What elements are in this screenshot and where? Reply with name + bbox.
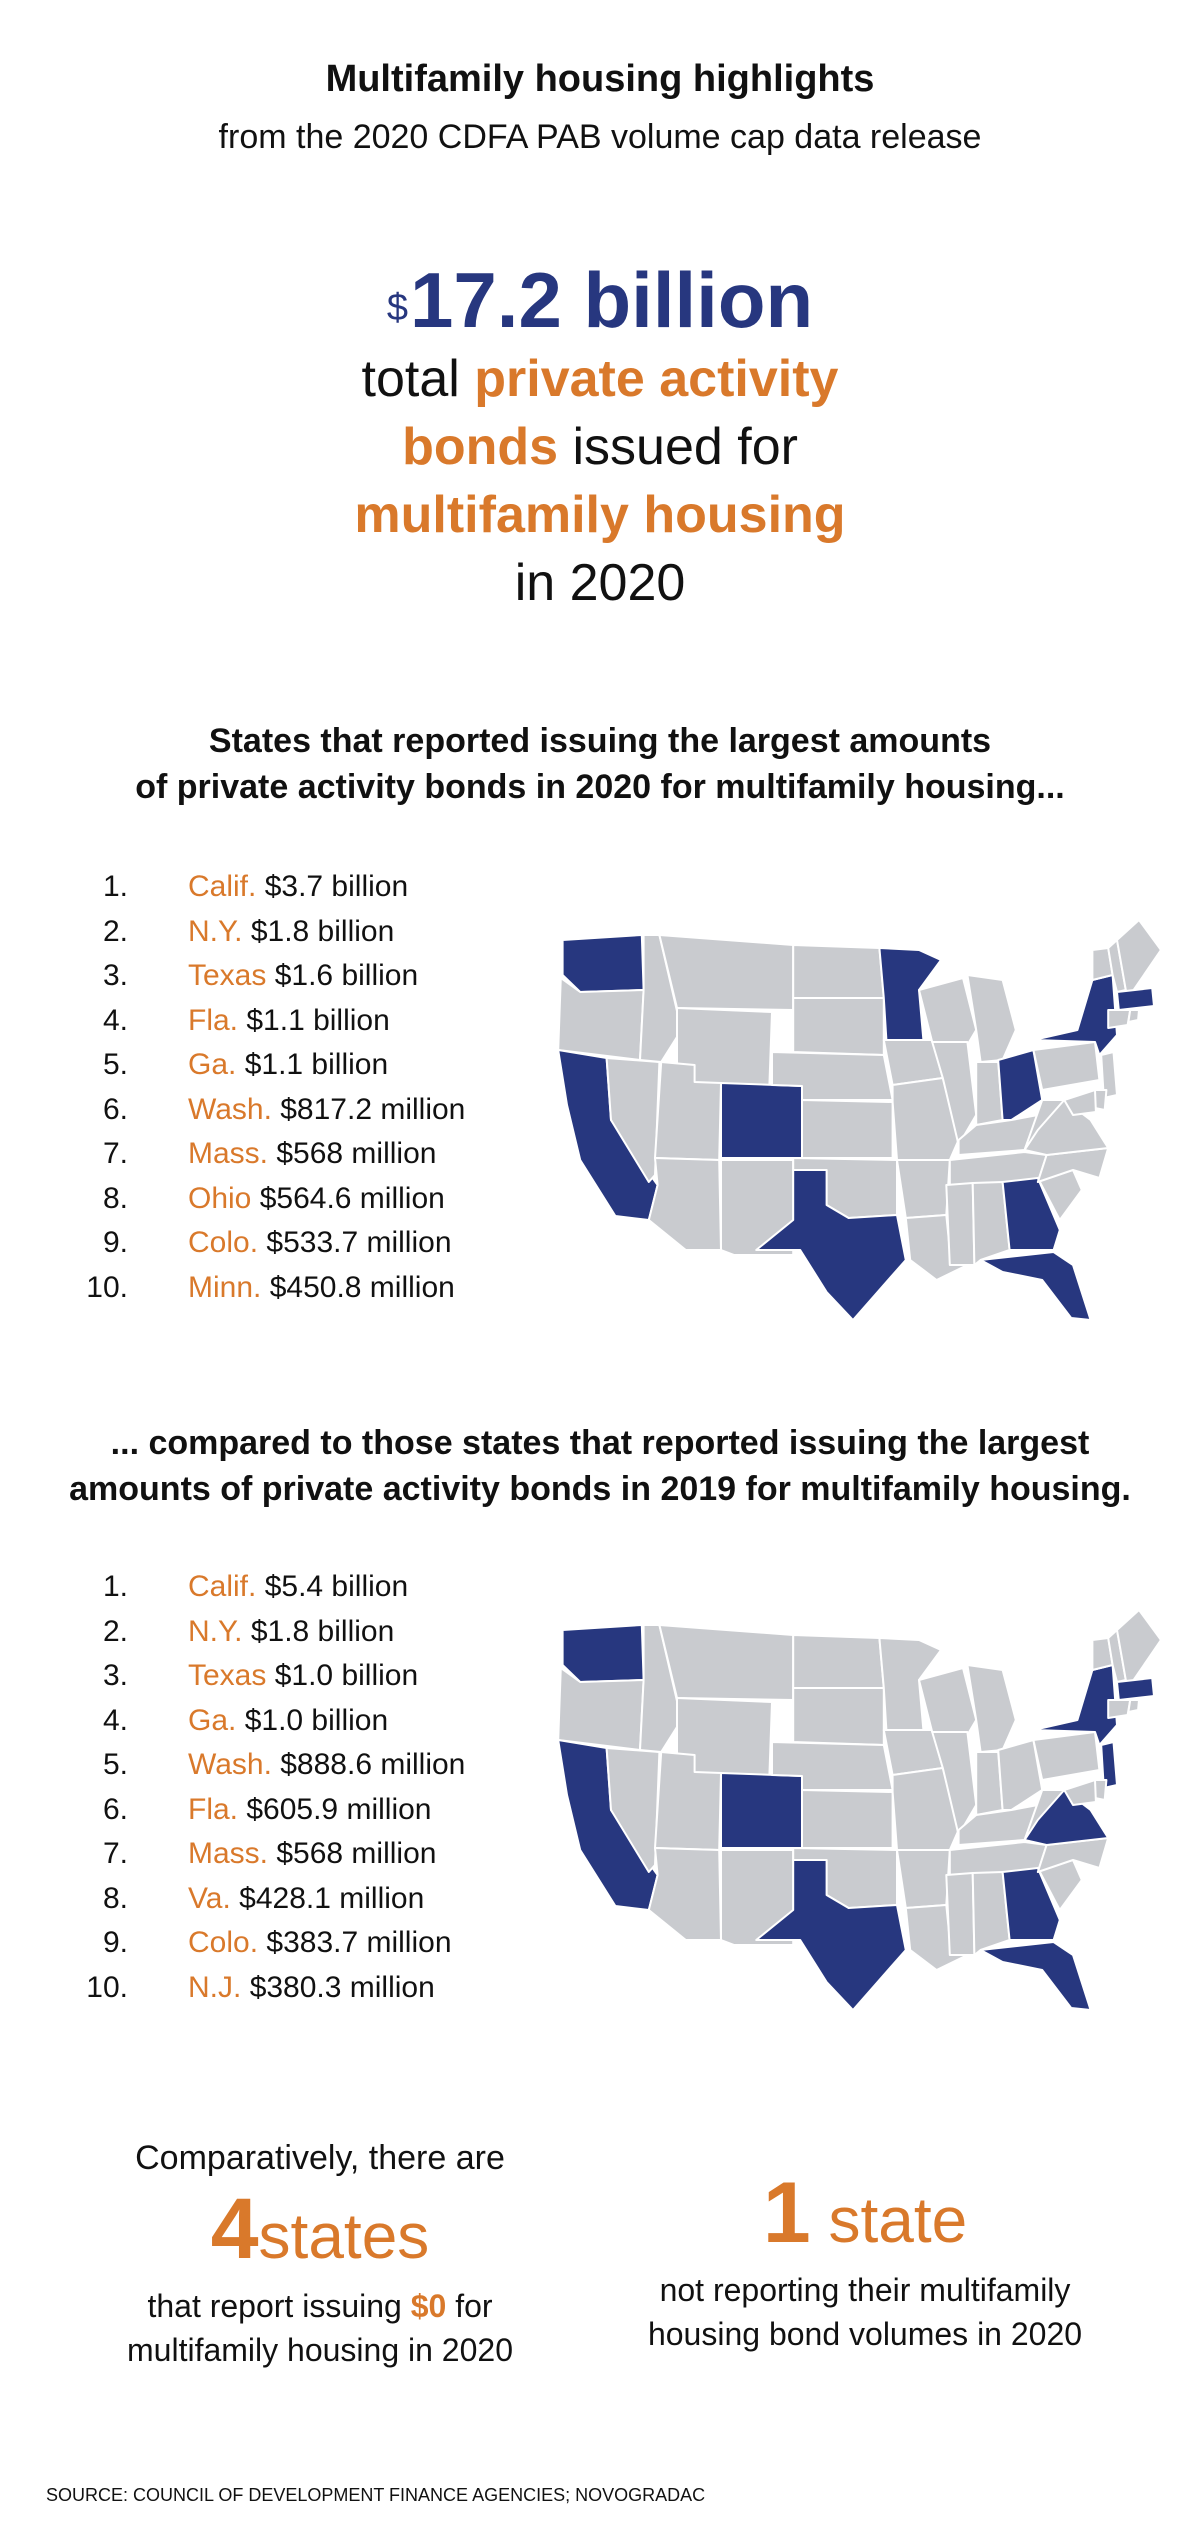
rank-entry	[188, 1570, 408, 1604]
hero-line-1	[0, 345, 1200, 413]
state-name: Ga.	[188, 1703, 237, 1737]
state-shape-de	[1095, 1090, 1106, 1110]
bond-amount: $1.8 billion	[250, 914, 395, 948]
state-name: Colo.	[188, 1226, 259, 1259]
rank-number: 7.	[102, 1837, 128, 1870]
state-shape-ri	[1128, 1700, 1139, 1712]
state-shape-ms	[946, 1873, 974, 1955]
bond-amount: $568 million	[276, 1837, 437, 1870]
state-shape-sd	[793, 998, 884, 1055]
rank-number: 9.	[102, 1226, 128, 1259]
bond-amount: $380.3 million	[249, 1970, 435, 2004]
list-item	[60, 1748, 580, 1793]
list-item	[60, 870, 580, 915]
ranking-list-2019	[60, 1570, 580, 2015]
rank-number: 10.	[86, 1270, 128, 1304]
bond-amount: $5.4 billion	[264, 1570, 409, 1603]
rank-entry	[188, 1882, 424, 1916]
rank-entry	[188, 1004, 390, 1038]
stat-big-number	[60, 2181, 580, 2284]
state-name: Texas	[188, 1659, 267, 1692]
hero-highlight: bonds	[402, 418, 559, 476]
state-shape-ct	[1108, 1010, 1130, 1028]
state-shape-ri	[1128, 1010, 1139, 1022]
stat-desc-line-2: housing bond volumes in 2020	[647, 2316, 1083, 2352]
state-name: Minn.	[188, 1270, 262, 1304]
stat-number: 4	[210, 2181, 259, 2277]
state-name: Ga.	[188, 1048, 237, 1081]
hero-text: total	[361, 350, 475, 408]
list-item	[60, 1004, 580, 1049]
bond-amount: $533.7 million	[266, 1226, 452, 1259]
state-shape-co	[721, 1083, 802, 1158]
hero-highlight: private activity	[474, 350, 839, 408]
rank-entry	[188, 1704, 388, 1738]
stat-number: 1	[762, 2165, 811, 2261]
stat-intro: Comparatively, there are	[135, 2139, 505, 2177]
state-name: N.J.	[188, 1970, 242, 2004]
rank-number: 4.	[102, 1003, 128, 1037]
rank-number: 8.	[102, 1881, 128, 1915]
state-name: Mass.	[188, 1837, 269, 1870]
rank-entry	[188, 915, 394, 949]
state-shape-wa	[563, 1625, 644, 1682]
rank-number: 3.	[102, 959, 128, 992]
rank-number: 5.	[102, 1748, 128, 1781]
list-item	[60, 1093, 580, 1138]
hero-stat	[0, 255, 1200, 617]
rank-entry	[188, 1271, 455, 1305]
state-name: Mass.	[188, 1137, 269, 1170]
rank-entry	[188, 1182, 445, 1216]
heading-line: States that reported issuing the largest amounts	[208, 722, 992, 760]
state-shape-ma	[1117, 988, 1154, 1010]
stat-word: states	[258, 2200, 430, 2272]
section-2020-heading	[0, 718, 1200, 810]
bond-amount: $1.1 billion	[244, 1048, 389, 1081]
state-name: Wash.	[188, 1092, 272, 1126]
list-item	[60, 1271, 580, 1316]
list-item	[60, 915, 580, 960]
state-shape-nd	[793, 1635, 884, 1688]
list-item	[60, 1570, 580, 1615]
stat-desc-line-1: not reporting their multifamily	[659, 2272, 1071, 2308]
not-reporting-stat	[600, 2165, 1130, 2356]
bond-amount: $817.2 million	[280, 1092, 466, 1126]
heading-line: ... compared to those states that reported issuing the largest	[110, 1424, 1090, 1462]
state-shape-ny	[1033, 975, 1117, 1055]
currency-symbol: $	[386, 287, 409, 329]
rank-entry	[188, 1048, 388, 1082]
rank-entry	[188, 1093, 465, 1127]
state-shape-wi	[919, 1668, 976, 1735]
hero-highlight: multifamily housing	[354, 486, 846, 544]
stat-word: state	[810, 2184, 968, 2256]
list-item	[60, 1971, 580, 2016]
list-item	[60, 1793, 580, 1838]
rank-entry	[188, 1793, 431, 1827]
state-shape-mi	[967, 1665, 1015, 1752]
bond-amount: $1.0 billion	[244, 1703, 389, 1737]
list-item	[60, 959, 580, 1004]
rank-entry	[188, 959, 418, 993]
state-name: Texas	[188, 959, 267, 992]
bond-amount: $564.6 million	[259, 1181, 445, 1215]
state-shape-nd	[793, 945, 884, 998]
infographic-title: Multifamily housing highlights	[325, 58, 875, 100]
state-name: N.Y.	[188, 914, 243, 948]
state-shape-ma	[1117, 1678, 1154, 1700]
rank-number: 7.	[102, 1137, 128, 1170]
rank-entry	[188, 1137, 436, 1171]
rank-number: 3.	[102, 1659, 128, 1692]
state-shape-ar	[897, 1850, 950, 1908]
state-shape-wi	[919, 978, 976, 1045]
rank-entry	[188, 1659, 418, 1693]
hero-text: issued for	[558, 418, 798, 476]
bond-amount: $1.6 billion	[274, 959, 419, 992]
stat-desc-text: for	[446, 2288, 493, 2324]
rank-number: 2.	[102, 1614, 128, 1648]
state-shape-ar	[897, 1160, 950, 1218]
state-shape-ks	[802, 1100, 893, 1158]
state-shape-wa	[563, 935, 644, 992]
heading-line: amounts of private activity bonds in 2019 for multifamily housing.	[69, 1470, 1131, 1508]
state-name: Fla.	[188, 1792, 239, 1826]
state-shape-pa	[1033, 1732, 1099, 1780]
rank-number: 6.	[102, 1792, 128, 1826]
list-item	[60, 1659, 580, 1704]
rank-number: 5.	[102, 1048, 128, 1081]
state-name: Va.	[188, 1881, 231, 1915]
state-shape-mi	[967, 975, 1015, 1062]
state-shape-co	[721, 1773, 802, 1848]
state-shape-az	[649, 1848, 721, 1940]
state-shape-pa	[1033, 1042, 1099, 1090]
rank-number: 6.	[102, 1092, 128, 1126]
bond-amount: $1.1 billion	[246, 1003, 390, 1037]
source-note: SOURCE: COUNCIL OF DEVELOPMENT FINANCE AGENCIES; NOVOGRADAC	[46, 2485, 706, 2505]
rank-entry	[188, 1226, 452, 1260]
rank-number: 4.	[102, 1703, 128, 1737]
hero-line-3	[0, 481, 1200, 549]
bond-amount: $383.7 million	[266, 1926, 452, 1959]
state-shape-ct	[1108, 1700, 1130, 1718]
rank-entry	[188, 1926, 452, 1960]
state-name: Fla.	[188, 1003, 239, 1037]
hero-line-4: in 2020	[514, 554, 686, 612]
bond-amount: $3.7 billion	[264, 870, 409, 903]
zero-issuance-stat	[60, 2135, 580, 2372]
ranking-list-2020	[60, 870, 580, 1315]
state-name: Ohio	[188, 1181, 252, 1215]
rank-number: 1.	[102, 1570, 128, 1603]
bond-amount: $1.8 billion	[250, 1614, 395, 1648]
rank-number: 1.	[102, 870, 128, 903]
bond-amount: $568 million	[276, 1137, 437, 1170]
heading-line: of private activity bonds in 2020 for multifamily housing...	[135, 768, 1065, 806]
list-item	[60, 1926, 580, 1971]
state-name: Calif.	[188, 1570, 257, 1603]
state-shape-ny	[1033, 1665, 1117, 1745]
list-item	[60, 1048, 580, 1093]
hero-amount-value: 17.2 billion	[410, 256, 814, 344]
rank-number: 9.	[102, 1926, 128, 1959]
us-map-2020	[545, 920, 1165, 1320]
stat-desc-line-2: multifamily housing in 2020	[127, 2332, 513, 2368]
state-shape-mt	[659, 1625, 793, 1700]
list-item	[60, 1837, 580, 1882]
state-name: N.Y.	[188, 1614, 243, 1648]
state-shape-sd	[793, 1688, 884, 1745]
state-shape-ks	[802, 1790, 893, 1848]
list-item	[60, 1615, 580, 1660]
list-item	[60, 1226, 580, 1271]
bond-amount: $888.6 million	[280, 1748, 466, 1781]
rank-entry	[188, 1615, 394, 1649]
state-shape-az	[649, 1158, 721, 1250]
infographic-subtitle: from the 2020 CDFA PAB volume cap data release	[218, 118, 982, 156]
rank-number: 10.	[86, 1970, 128, 2004]
rank-number: 8.	[102, 1181, 128, 1215]
bond-amount: $450.8 million	[269, 1270, 455, 1304]
state-shape-fl	[981, 1942, 1091, 2010]
list-item	[60, 1704, 580, 1749]
stat-big-number	[600, 2165, 1130, 2268]
rank-entry	[188, 1748, 465, 1782]
us-map-2019	[545, 1610, 1165, 2010]
hero-line-2	[0, 413, 1200, 481]
rank-number: 2.	[102, 914, 128, 948]
bond-amount: $428.1 million	[239, 1881, 425, 1915]
list-item	[60, 1137, 580, 1182]
section-2019-heading	[0, 1420, 1200, 1512]
list-item	[60, 1182, 580, 1227]
stat-desc-text: that report issuing	[147, 2288, 411, 2324]
stat-desc-highlight: $0	[410, 2288, 447, 2324]
rank-entry	[188, 1837, 436, 1871]
state-name: Colo.	[188, 1926, 259, 1959]
rank-entry	[188, 1971, 435, 2005]
stat-desc-line-1	[60, 2284, 580, 2328]
hero-amount	[0, 255, 1200, 345]
state-shape-de	[1095, 1780, 1106, 1800]
bond-amount: $605.9 million	[246, 1792, 432, 1826]
state-shape-mt	[659, 935, 793, 1010]
state-shape-ms	[946, 1183, 974, 1265]
state-shape-fl	[981, 1252, 1091, 1320]
rank-entry	[188, 870, 408, 904]
state-name: Calif.	[188, 870, 257, 903]
bond-amount: $1.0 billion	[274, 1659, 419, 1692]
state-name: Wash.	[188, 1748, 272, 1781]
list-item	[60, 1882, 580, 1927]
